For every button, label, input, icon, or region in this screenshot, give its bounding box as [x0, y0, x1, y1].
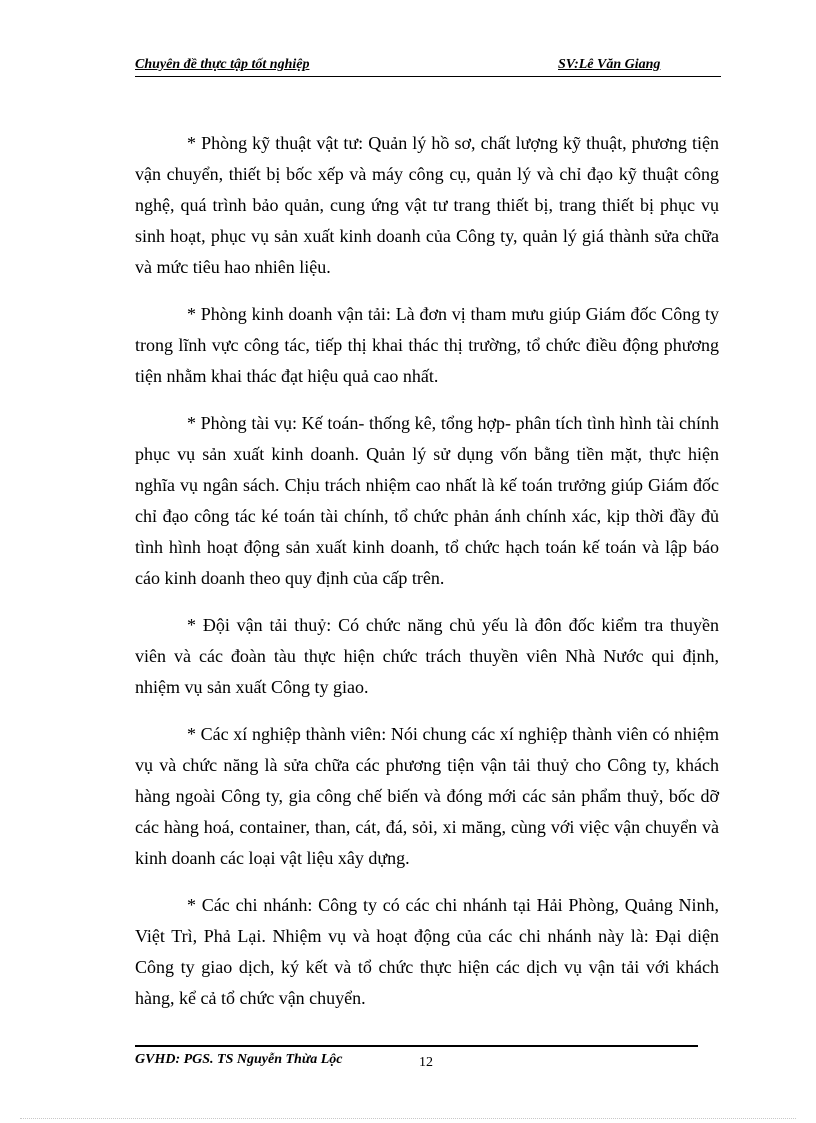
- header-author: SV:Lê Văn Giang: [558, 57, 661, 72]
- paragraph-ky-thuat-vat-tu: * Phòng kỹ thuật vật tư: Quản lý hồ sơ, chất lượng kỹ thuật, phương tiện vận chuyển, thiết bị bốc xếp và máy công cụ, quản lý và chỉ đạo kỹ thuật công nghệ, quá trình bảo quản, cung ứng vật tư trang thiết bị, trang thiết bị phục vụ sinh hoạt, phục vụ sản xuất kinh doanh của Công ty, quản lý giá thành sửa chữa và mức tiêu hao nhiên liệu.: [135, 133, 719, 277]
- footer-divider: [135, 1045, 698, 1047]
- paragraph-doi-van-tai-thuy: * Đội vận tải thuỷ: Có chức năng chủ yếu là đôn đốc kiểm tra thuyền viên và các đoàn tàu thực hiện chức trách thuyền viên Nhà Nước qui định, nhiệm vụ sản xuất Công ty giao.: [135, 615, 719, 697]
- paragraph-tai-vu: * Phòng tài vụ: Kế toán- thống kê, tổng hợp- phân tích tình hình tài chính phục vụ sản xuất kinh doanh. Quản lý sử dụng vốn bằng tiền mặt, thực hiện nghĩa vụ ngân sách. Chịu trách nhiệm cao nhất là kế toán trưởng giúp Giám đốc chỉ đạo công tác ké toán tài chính, tổ chức phản ánh chính xác, kịp thời đầy đủ tình hình hoạt động sản xuất kinh doanh, tổ chức hạch toán kế toán và lập báo cáo kinh doanh theo quy định của cấp trên.: [135, 413, 719, 588]
- page-number: 12: [419, 1055, 433, 1070]
- paragraph-chi-nhanh: * Các chi nhánh: Công ty có các chi nhánh tại Hải Phòng, Quảng Ninh, Việt Trì, Phả Lại. Nhiệm vụ và hoạt động của các chi nhánh này là: Đại diện Công ty giao dịch, ký kết và tổ chức thực hiện các dịch vụ vận tải với khách hàng, kể cả tổ chức vận chuyển.: [135, 895, 719, 1008]
- page-header: [135, 56, 721, 77]
- footer-supervisor: GVHD: PGS. TS Nguyễn Thừa Lộc: [135, 1052, 343, 1067]
- page-edge-divider: [20, 1118, 796, 1119]
- header-title: Chuyên đề thực tập tốt nghiệp: [135, 57, 310, 72]
- paragraph-xi-nghiep-thanh-vien: * Các xí nghiệp thành viên: Nói chung các xí nghiệp thành viên có nhiệm vụ và chức năng là sửa chữa các phương tiện vận tải thuỷ cho Công ty, khách hàng ngoài Công ty, gia công chế biến và đóng mới các sản phẩm thuỷ, bốc dỡ các hàng hoá, container, than, cát, đá, sỏi, xi măng, cùng với việc vận chuyển và kinh doanh các loại vật liệu xây dựng.: [135, 724, 719, 868]
- paragraph-kinh-doanh-van-tai: * Phòng kinh doanh vận tải: Là đơn vị tham mưu giúp Giám đốc Công ty trong lĩnh vực công tác, tiếp thị khai thác thị trường, tổ chức điều động phương tiện nhằm khai thác đạt hiệu quả cao nhất.: [135, 304, 719, 386]
- document-body: [135, 128, 719, 1030]
